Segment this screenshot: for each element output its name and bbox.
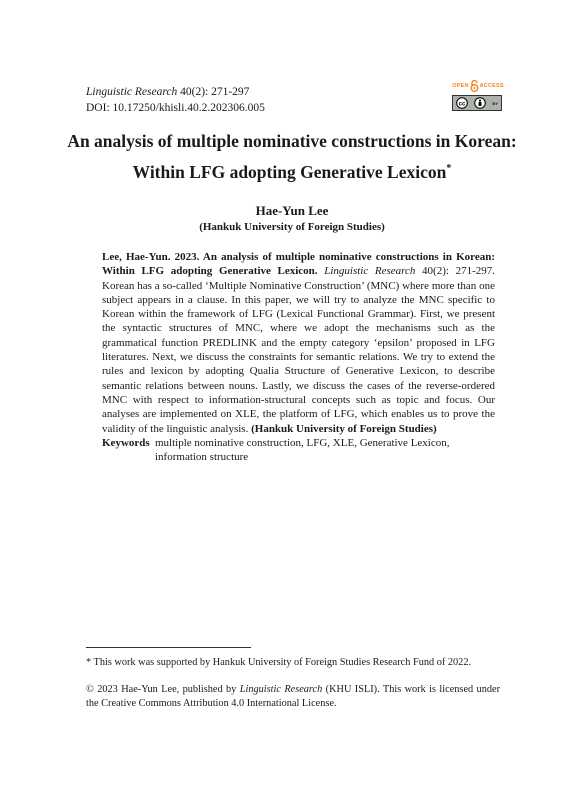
footnote: * This work was supported by Hankuk University of Foreign Studies Research Fund of 2022. <box>86 657 472 668</box>
journal-header <box>86 84 265 116</box>
abstract-affiliation: (Hankuk University of Foreign Studies) <box>251 422 437 435</box>
title-line-1: An analysis of multiple nominative constructions in Korean: <box>67 131 517 151</box>
journal-name: Linguistic Research <box>86 86 178 98</box>
abstract-pages: 40(2): 271-297. <box>415 265 496 278</box>
title-line-2 <box>40 155 544 186</box>
footnote-divider <box>86 647 251 648</box>
abstract <box>102 250 495 436</box>
copyright-journal: Linguistic Research <box>239 684 323 695</box>
open-access-logo <box>452 80 504 111</box>
keywords <box>102 436 455 465</box>
title-footnote-mark: * <box>446 163 452 174</box>
paper-title <box>40 128 544 186</box>
cc-by-badge <box>452 95 502 111</box>
abstract-body: Korean has a so-called ‘Multiple Nominative Construction’ (MNC) where more than one subject appears in a clause. In this paper, we will try to analyze the MNC specific to Korean within the framework of LFG (Lexical Functional Grammar). First, we present the syntactic structures of MNC, where we adopt the mechanisms such as the grammatical function PREDLINK and the empty category ‘epsilon’ proposed in LFG literatures. Next, we discuss the constraints for semantic relations. We try to extend the rules and lexicon by adopting Qualia Structure of Generative Lexicon, to describe semantic relations between nouns. Lastly, we discuss the cases of the reverse-ordered MNC with respect to information-structural concepts such as topic and focus. Our analyses are implemented on XLE, the platform of LFG, which enables us to prove the validity of the linguistic analysis. <box>102 279 495 435</box>
svg-text:cc: cc <box>458 101 466 108</box>
by-label: BY <box>492 100 498 106</box>
copyright-suffix: (KHU ISLI). This work is licensed under the Creative Commons Attribution 4.0 International License. <box>86 684 501 709</box>
access-label: ACCESS <box>479 83 504 89</box>
author-affiliation: (Hankuk University of Foreign Studies) <box>199 221 385 233</box>
author-name: Hae-Yun Lee <box>255 203 329 218</box>
open-lock-icon <box>470 80 479 92</box>
open-label: OPEN <box>452 83 469 89</box>
attribution-person-icon <box>474 97 486 109</box>
doi: DOI: 10.17250/khisli.40.2.202306.005 <box>86 102 265 114</box>
cc-icon <box>456 97 468 109</box>
journal-citation <box>86 84 265 100</box>
journal-volume-pages: 40(2): 271-297 <box>177 86 250 98</box>
abstract-citation: Lee, Hae-Yun. 2023. An analysis of multiple nominative constructions in Korean: Within LFG adopting Generative Lexicon. <box>102 251 495 278</box>
copyright-prefix: © 2023 Hae-Yun Lee, published by <box>86 684 240 695</box>
keywords-text: multiple nominative construction, LFG, XLE, Generative Lexicon, information structure <box>155 437 450 464</box>
abstract-journal: Linguistic Research <box>324 265 416 278</box>
keywords-label: Keywords <box>102 437 150 449</box>
title-line-2-text: Within LFG adopting Generative Lexicon <box>132 161 447 182</box>
copyright-notice <box>86 683 500 711</box>
